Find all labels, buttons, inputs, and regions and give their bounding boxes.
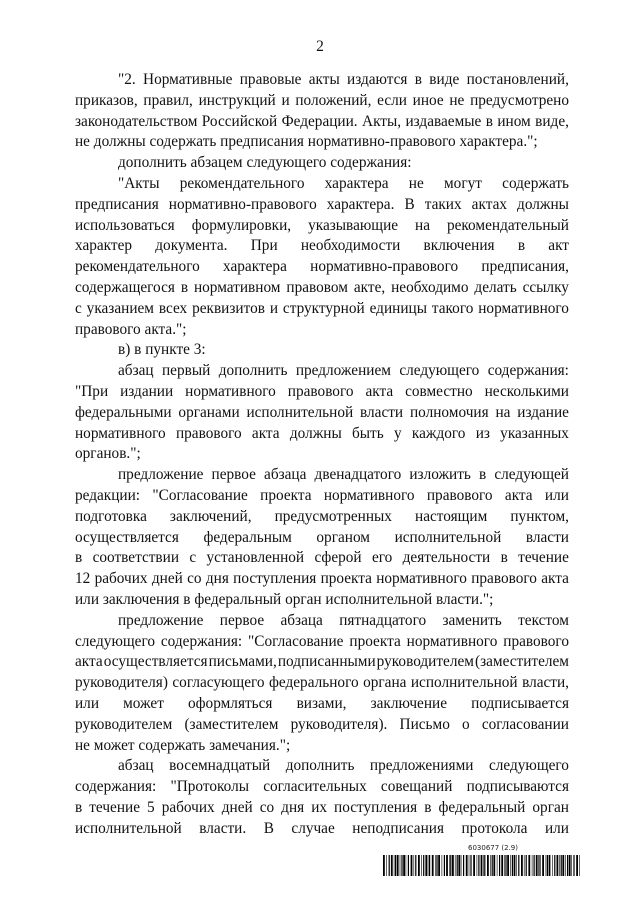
- paragraph: [75, 465, 569, 611]
- text-line: исполнительной власти. В случае неподписания протокола или: [75, 819, 569, 837]
- text-line: предписания нормативно-правового характера. В таких актах должны: [75, 195, 569, 213]
- text-line: "При издании нормативного правового акта совместно несколькими: [75, 382, 569, 400]
- document-code: 6030677 (2.9): [468, 844, 518, 852]
- paragraph: [75, 756, 569, 839]
- text-line: или может оформляться визами, заключение подписывается: [75, 694, 569, 712]
- paragraph: [75, 611, 569, 757]
- text-line: не должны содержать предписания нормативно-правового характера.";: [75, 133, 538, 151]
- text-line: 12 рабочих дней со дня поступления проекта нормативного правового акта: [75, 570, 569, 588]
- paragraph: [75, 174, 569, 340]
- barcode-image: [383, 855, 580, 876]
- text-line: абзац первый дополнить предложением следующего содержания:: [118, 362, 569, 380]
- text-line: содержащегося в нормативном правовом акте, необходимо делать ссылку: [75, 278, 569, 296]
- text-line: предложение первое абзаца пятнадцатого заменить текстом: [118, 611, 569, 629]
- text-line: органов.";: [75, 445, 141, 463]
- text-line: приказов, правил, инструкций и положений, если иное не предусмотрено: [75, 91, 569, 109]
- text-line: подготовка заключений, предусмотренных настоящим пунктом,: [75, 507, 569, 525]
- text-line: или заключения в федеральный орган исполнительной власти.";: [75, 590, 494, 608]
- text-line: нормативного правового акта должны быть у каждого из указанных: [75, 424, 569, 442]
- text-line: руководителем (заместителем руководителя). Письмо о согласовании: [75, 715, 569, 733]
- text-line: "2. Нормативные правовые акты издаются в виде постановлений,: [118, 71, 569, 88]
- text-line: не может содержать замечания.";: [75, 736, 291, 754]
- text-line: в соответствии с установленной сферой его деятельности в течение: [75, 549, 569, 567]
- text-line: законодательством Российской Федерации. Акты, издаваемые в ином виде,: [75, 112, 569, 130]
- text-line: "Акты рекомендательного характера не могут содержать: [118, 174, 569, 192]
- text-line: рекомендательного характера нормативно-правового предписания,: [75, 258, 569, 276]
- paragraph: [75, 361, 569, 465]
- text-line: с указанием всех реквизитов и структурной единицы такого нормативного: [75, 299, 569, 317]
- text-line: акта осуществляется письмами, подписанными руководителем (заместителем: [75, 653, 569, 671]
- text-line: правового акта.";: [75, 320, 187, 338]
- text-line: содержания: "Протоколы согласительных совещаний подписываются: [75, 778, 569, 796]
- text-line: характер документа. При необходимости включения в акт: [75, 237, 569, 255]
- text-line: осуществляется федеральным органом исполнительной власти: [75, 528, 569, 546]
- text-line: использоваться формулировки, указывающие на рекомендательный: [75, 216, 569, 234]
- paragraph: [75, 340, 569, 361]
- paragraph: [75, 153, 569, 174]
- page-number: 2: [316, 38, 324, 55]
- text-line: предложение первое абзаца двенадцатого изложить в следующей: [118, 466, 569, 484]
- document-body: [75, 70, 569, 839]
- text-line: федеральными органами исполнительной власти полномочия на издание: [75, 403, 569, 421]
- text-line: следующего содержания: "Согласование проекта нормативного правового: [75, 632, 569, 650]
- text-line: в) в пункте 3:: [118, 341, 206, 359]
- text-line: редакции: "Согласование проекта нормативного правового акта или: [75, 486, 569, 504]
- text-line: в течение 5 рабочих дней со дня их поступления в федеральный орган: [75, 798, 569, 816]
- text-line: руководителя) согласующего федерального органа исполнительной власти,: [75, 674, 569, 692]
- text-line: абзац восемнадцатый дополнить предложениями следующего: [118, 757, 569, 775]
- paragraph: [75, 70, 569, 153]
- text-line: дополнить абзацем следующего содержания:: [118, 154, 412, 172]
